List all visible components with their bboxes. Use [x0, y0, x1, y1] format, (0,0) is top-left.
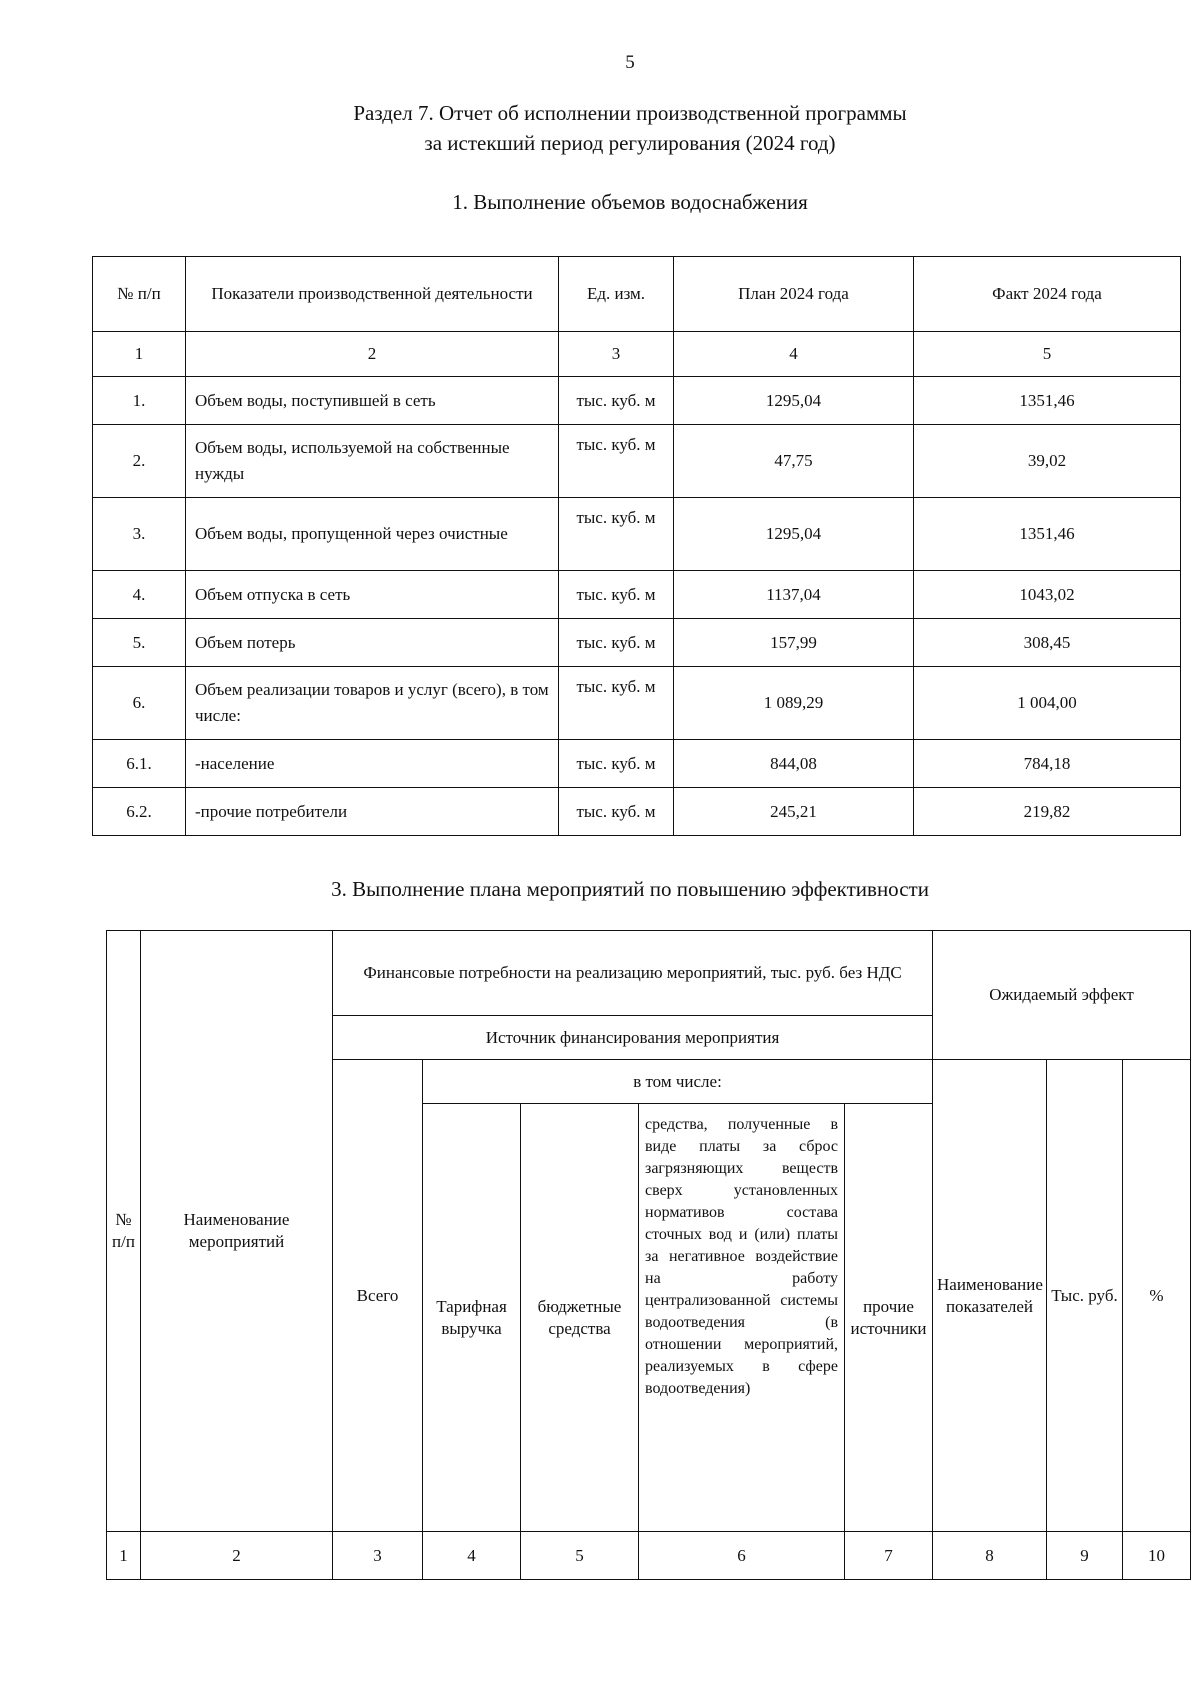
table-row — [93, 498, 1181, 571]
header-budget-funds: бюджетные средства — [521, 1104, 639, 1532]
row-num: 2. — [93, 425, 186, 498]
table-row — [93, 740, 1181, 788]
row-name: Объем воды, используемой на собственные нужды — [186, 425, 559, 498]
header-indicator: Показатели производственной деятельности — [186, 257, 559, 332]
header-financial-needs: Финансовые потребности на реализацию мероприятий, тыс. руб. без НДС — [333, 931, 933, 1016]
row-num: 1. — [93, 377, 186, 425]
row-name: -прочие потребители — [186, 788, 559, 836]
row-num: 4. — [93, 571, 186, 619]
row-unit: тыс. куб. м — [559, 788, 674, 836]
row-fact: 784,18 — [914, 740, 1181, 788]
header-including: в том числе: — [423, 1060, 933, 1104]
row-fact: 39,02 — [914, 425, 1181, 498]
header-other-sources: прочие источники — [845, 1104, 933, 1532]
column-number: 5 — [521, 1532, 639, 1580]
column-number: 3 — [559, 332, 674, 377]
header-activity-name: Наименование мероприятий — [141, 931, 333, 1532]
header-fact: Факт 2024 года — [914, 257, 1181, 332]
table-row — [93, 571, 1181, 619]
header-unit: Ед. изм. — [559, 257, 674, 332]
row-unit: тыс. куб. м — [559, 425, 674, 498]
column-number: 3 — [333, 1532, 423, 1580]
row-unit: тыс. куб. м — [559, 619, 674, 667]
row-plan: 844,08 — [674, 740, 914, 788]
row-name: Объем воды, поступившей в сеть — [186, 377, 559, 425]
row-unit: тыс. куб. м — [559, 377, 674, 425]
section1-title: 1. Выполнение объемов водоснабжения — [452, 190, 808, 214]
header-indicator-name: Наименование показателей — [933, 1060, 1047, 1532]
row-plan: 47,75 — [674, 425, 914, 498]
row-fact: 308,45 — [914, 619, 1181, 667]
header-total: Всего — [333, 1060, 423, 1532]
row-fact: 219,82 — [914, 788, 1181, 836]
header-row-1 — [107, 931, 1191, 1016]
row-name: -население — [186, 740, 559, 788]
table-row — [93, 377, 1181, 425]
table-header-row — [93, 257, 1181, 332]
column-number: 5 — [914, 332, 1181, 377]
header-pollution-fees: средства, полученные в виде платы за сброс загрязняющих веществ сверх установленных нормативов состава сточных вод и (или) платы за негативное воздействие на работу централизованной системы водоотведения (в отношении мероприятий, реализуемых в сфере водоотведения) — [639, 1104, 845, 1532]
row-unit: тыс. куб. м — [559, 740, 674, 788]
column-number: 4 — [674, 332, 914, 377]
column-number: 1 — [93, 332, 186, 377]
header-percent: % — [1123, 1060, 1191, 1532]
column-number: 8 — [933, 1532, 1047, 1580]
column-number: 7 — [845, 1532, 933, 1580]
row-plan: 1295,04 — [674, 377, 914, 425]
efficiency-plan-table — [106, 930, 1191, 1580]
water-supply-table — [92, 256, 1181, 836]
row-fact: 1351,46 — [914, 377, 1181, 425]
header-expected-effect: Ожидаемый эффект — [933, 931, 1191, 1060]
row-plan: 1137,04 — [674, 571, 914, 619]
row-fact: 1043,02 — [914, 571, 1181, 619]
section3-title: 3. Выполнение плана мероприятий по повышению эффективности — [331, 877, 929, 901]
row-name: Объем потерь — [186, 619, 559, 667]
column-number-row — [93, 332, 1181, 377]
column-number-row — [107, 1532, 1191, 1580]
row-num: 5. — [93, 619, 186, 667]
header-num: № п/п — [107, 931, 141, 1532]
page-title — [0, 98, 1200, 158]
title-line-1: Раздел 7. Отчет об исполнении производственной программы — [353, 101, 907, 125]
row-plan: 1 089,29 — [674, 667, 914, 740]
row-plan: 1295,04 — [674, 498, 914, 571]
table-row — [93, 667, 1181, 740]
column-number: 6 — [639, 1532, 845, 1580]
row-fact: 1351,46 — [914, 498, 1181, 571]
row-num: 6.2. — [93, 788, 186, 836]
column-number: 2 — [141, 1532, 333, 1580]
header-tariff-revenue: Тарифная выручка — [423, 1104, 521, 1532]
table-row — [93, 425, 1181, 498]
row-num: 6. — [93, 667, 186, 740]
row-unit: тыс. куб. м — [559, 667, 674, 740]
header-plan: План 2024 года — [674, 257, 914, 332]
row-plan: 157,99 — [674, 619, 914, 667]
header-thousand-rub: Тыс. руб. — [1047, 1060, 1123, 1532]
row-num: 3. — [93, 498, 186, 571]
page-number: 5 — [625, 52, 635, 73]
column-number: 4 — [423, 1532, 521, 1580]
table-row — [93, 788, 1181, 836]
row-name: Объем реализации товаров и услуг (всего), в том числе: — [186, 667, 559, 740]
table-row — [93, 619, 1181, 667]
header-num: № п/п — [93, 257, 186, 332]
row-unit: тыс. куб. м — [559, 571, 674, 619]
row-plan: 245,21 — [674, 788, 914, 836]
row-name: Объем отпуска в сеть — [186, 571, 559, 619]
row-fact: 1 004,00 — [914, 667, 1181, 740]
row-num: 6.1. — [93, 740, 186, 788]
header-funding-source: Источник финансирования мероприятия — [333, 1016, 933, 1060]
row-name: Объем воды, пропущенной через очистные — [186, 498, 559, 571]
row-unit: тыс. куб. м — [559, 498, 674, 571]
title-line-2: за истекший период регулирования (2024 год) — [424, 131, 836, 155]
column-number: 2 — [186, 332, 559, 377]
column-number: 9 — [1047, 1532, 1123, 1580]
column-number: 10 — [1123, 1532, 1191, 1580]
column-number: 1 — [107, 1532, 141, 1580]
